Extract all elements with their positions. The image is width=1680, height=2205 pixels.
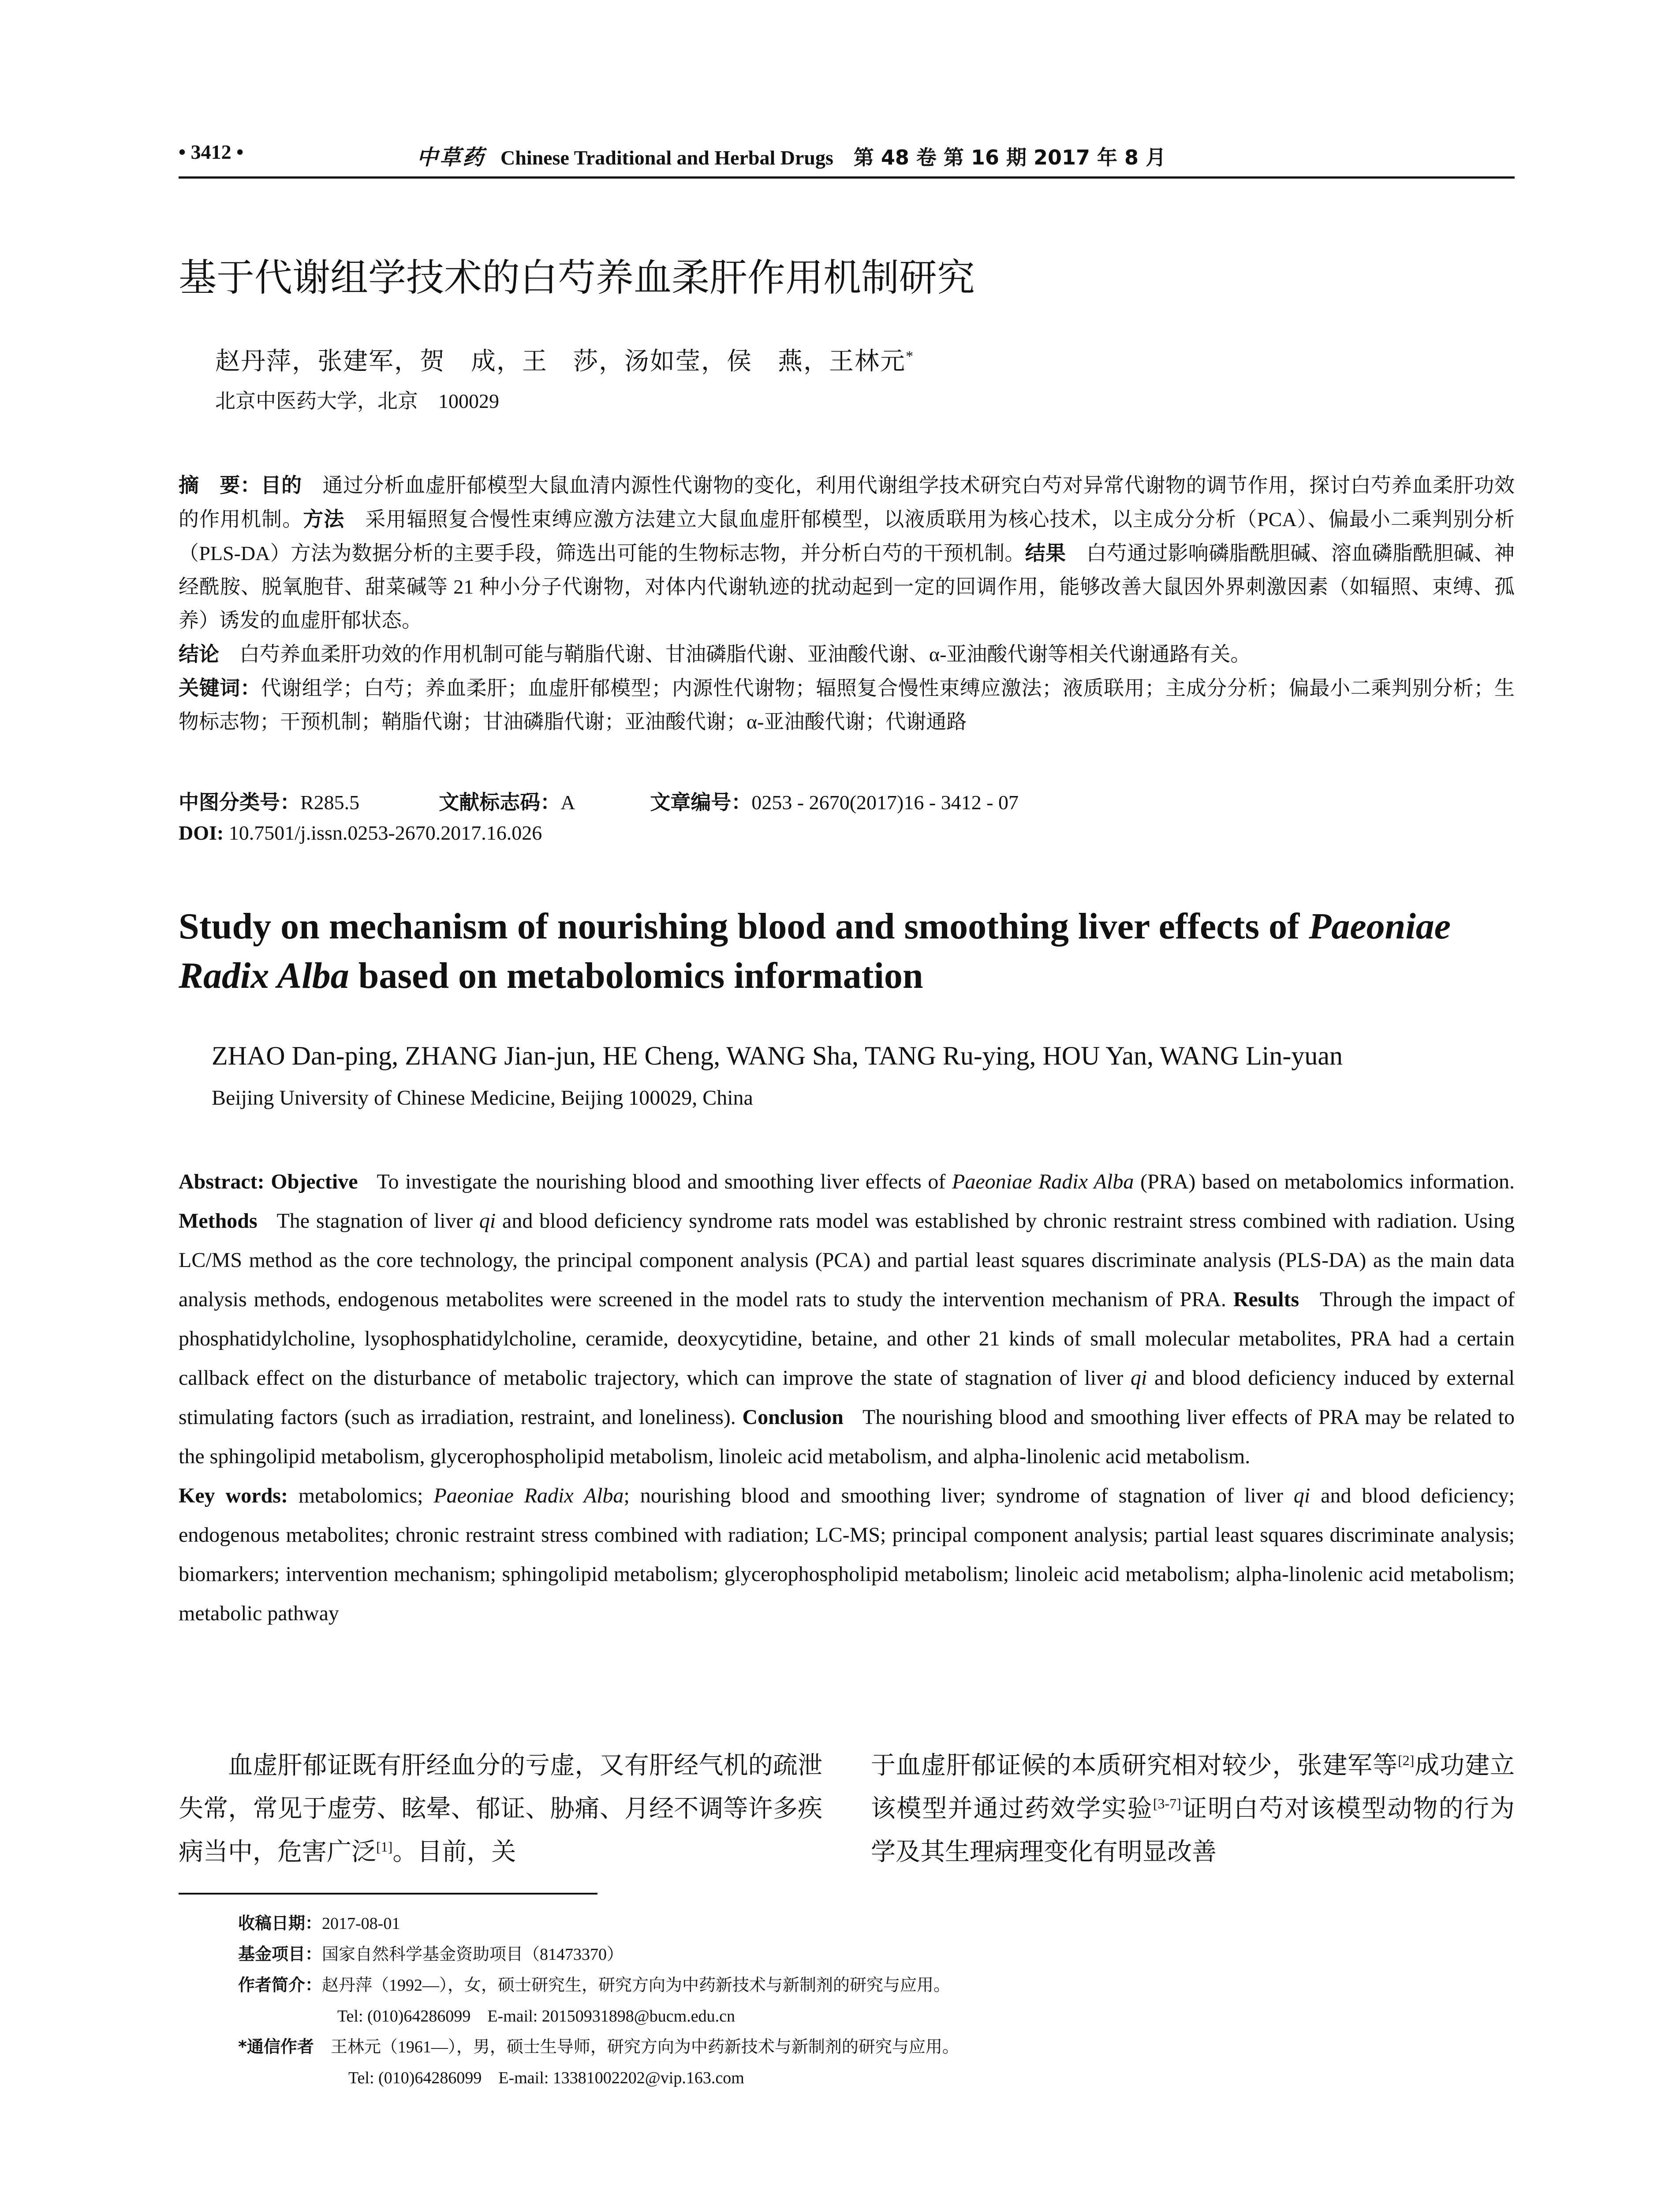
keywords-text-en-2: ; nourishing blood and smoothing liver; syndrome of stagnation of liver <box>623 1484 1294 1507</box>
keywords-label-en: Key words: <box>179 1484 288 1507</box>
journal-issue: 第 48 卷 第 16 期 2017 年 8 月 <box>853 146 1166 169</box>
body-column-left <box>179 1744 822 1874</box>
results-text-en-2: and blood deficiency induced by external stimulating factors (such as irradiation, restraint, and loneliness). <box>179 1366 1515 1429</box>
citation-2: [2] <box>1398 1752 1415 1768</box>
methods-label-cn: 方法 <box>303 507 345 531</box>
article-no-value: 0253 - 2670(2017)16 - 3412 - 07 <box>751 791 1019 814</box>
objective-text-cn: 通过分析血虚肝郁模型大鼠血清内源性代谢物的变化，利用代谢组学技术研究白芍对异常代谢物的调节作用，探讨白芍养血柔肝功效的作用机制。 <box>179 474 1515 531</box>
abstract-label-en: Abstract: <box>179 1170 265 1193</box>
author-text: 赵丹萍（1992—），女，硕士研究生，研究方向为中药新技术与新制剂的研究与应用。 <box>322 1976 951 1995</box>
keywords-text-en-1: metabolomics; <box>298 1484 434 1507</box>
received-label: 收稿日期： <box>238 1913 322 1933</box>
qi-term-3: qi <box>1293 1484 1310 1507</box>
title-en-italic: Paeoniae Radix Alba <box>179 906 1451 996</box>
corresponding-label: *通信作者 <box>238 2037 314 2056</box>
footnote-rule <box>179 1893 597 1895</box>
paper-title-en <box>179 902 1519 1001</box>
footnote-corresponding-contact: Tel: (010)64286099 E-mail: 13381002202@vip.163.com <box>348 2069 744 2087</box>
footnote-author <box>238 1971 950 1996</box>
running-header <box>179 140 1515 171</box>
corresponding-mark: * <box>906 348 914 365</box>
abstract-cn <box>179 468 1515 739</box>
footnote-author-contact: Tel: (010)64286099 E-mail: 20150931898@bucm.edu.cn <box>337 2007 735 2026</box>
page-number: • 3412 • <box>179 141 244 163</box>
objective-label-cn: 目的 <box>261 473 302 497</box>
received-date: 2017-08-01 <box>322 1914 400 1933</box>
results-text-en-1: Through the impact of phosphatidylcholine, lysophosphatidylcholine, ceramide, deoxycytidine, betaine, and other 21 kinds of small molecular metabolites, PRA had a certain callback effect on the disturbance of metabolic trajectory, which can improve the state of stagnation of liver <box>179 1288 1515 1390</box>
doc-code-value: A <box>560 791 575 814</box>
methods-text-en-2: and blood deficiency syndrome rats model was established by chronic restraint stress combined with radiation. Using LC/MS method as the core technology, the principal component analysis (PCA) and partial least squares discriminate analysis (PLS-DA) as the main data analysis methods, endogenous metabolites were screened in the model rats to study the intervention mechanism of PRA. <box>179 1209 1515 1311</box>
doi-label: DOI: <box>179 822 224 844</box>
affiliation-en: Beijing University of Chinese Medicine, Beijing 100029, China <box>212 1086 753 1110</box>
abstract-en <box>179 1162 1515 1633</box>
footnote-received <box>238 1910 400 1934</box>
clc-label: 中图分类号： <box>179 790 300 814</box>
footnote-fund <box>238 1940 623 1965</box>
qi-term-2: qi <box>1130 1366 1147 1390</box>
fund-text: 国家自然科学基金资助项目（81473370） <box>322 1945 624 1964</box>
journal-name <box>417 140 1166 171</box>
fund-label: 基金项目： <box>238 1944 322 1964</box>
abstract-label-cn: 摘 要： <box>179 473 261 497</box>
objective-text-en-2: (PRA) based on metabolomics information. <box>1134 1170 1515 1193</box>
doi-line <box>179 821 542 845</box>
conclusion-label-cn: 结论 <box>179 642 219 666</box>
results-label-cn: 结果 <box>1025 541 1066 565</box>
body-right-text-1: 于血虚肝郁证候的本质研究相对较少，张建军等 <box>871 1752 1398 1779</box>
corresponding-text: 王林元（1961—），男，硕士生导师，研究方向为中药新技术与新制剂的研究与应用。 <box>330 2038 959 2056</box>
paper-title-cn: 基于代谢组学技术的白芍养血柔肝作用机制研究 <box>179 256 975 300</box>
classification-line <box>179 786 1019 815</box>
doc-code-label: 文献标志码： <box>439 790 561 814</box>
methods-text-cn: 采用辐照复合慢性束缚应激方法建立大鼠血虚肝郁模型，以液质联用为核心技术，以主成分分析（PCA）、偏最小二乘判别分析（PLS-DA）方法为数据分析的主要手段，筛选出可能的生物标志物，并分析白芍的干预机制。 <box>179 508 1515 564</box>
affiliation-cn: 北京中医药大学，北京 100029 <box>215 390 499 412</box>
title-en-part1: Study on mechanism of nourishing blood and smoothing liver effects of <box>179 906 1309 947</box>
methods-text-en-1: The stagnation of liver <box>276 1209 479 1233</box>
body-right-text-2: 成功建立该模型并通过药效学实验 <box>871 1752 1515 1823</box>
conclusion-label-en: Conclusion <box>742 1405 844 1429</box>
citation-3-7: [3-7] <box>1153 1795 1181 1812</box>
objective-text-en-italic: Paeoniae Radix Alba <box>952 1170 1134 1193</box>
methods-label-en: Methods <box>179 1209 258 1233</box>
article-no-label: 文章编号： <box>650 790 752 814</box>
clc-value: R285.5 <box>300 791 360 814</box>
doi-value: 10.7501/j.issn.0253-2670.2017.16.026 <box>228 822 542 844</box>
results-text-cn: 白芍通过影响磷脂酰胆碱、溶血磷脂酰胆碱、神经酰胺、脱氧胞苷、甜菜碱等 21 种小分子代谢物，对体内代谢轨迹的扰动起到一定的回调作用，能够改善大鼠因外界刺激因素（如辐照、束缚、孤养）诱发的血虚肝郁状态。 <box>179 542 1515 632</box>
title-en-part2: based on metabolomics information <box>349 955 923 996</box>
body-right-text-3: 证明白芍对该模型动物的行为学及其生理病理变化有明显改善 <box>871 1795 1515 1866</box>
body-left-text-2: 。目前，关 <box>392 1839 516 1866</box>
authors-cn-text: 赵丹萍，张建军，贺 成，王 莎，汤如莹，侯 燕，王林元 <box>215 348 906 375</box>
objective-label-en: Objective <box>271 1170 358 1193</box>
objective-text-en-1: To investigate the nourishing blood and smoothing liver effects of <box>377 1170 952 1193</box>
conclusion-text-cn: 白芍养血柔肝功效的作用机制可能与鞘脂代谢、甘油磷脂代谢、亚油酸代谢、α-亚油酸代谢等相关代谢通路有关。 <box>239 643 1251 665</box>
results-label-en: Results <box>1233 1288 1299 1311</box>
keywords-text-en-3: and blood deficiency; endogenous metabolites; chronic restraint stress combined with radiation; LC-MS; principal component analysis; partial least squares discriminate analysis; biomarkers; intervention mechanism; sphingolipid metabolism; glycerophospholipid metabolism; linoleic acid metabolism; alpha-linolenic acid metabolism; metabolic pathway <box>179 1484 1515 1625</box>
author-label: 作者简介： <box>238 1975 322 1995</box>
body-left-text-1: 血虚肝郁证既有肝经血分的亏虚，又有肝经气机的疏泄失常，常见于虚劳、眩晕、郁证、胁痛、月经不调等许多疾病当中，危害广泛 <box>179 1752 822 1866</box>
keywords-label-cn: 关键词： <box>179 676 261 700</box>
authors-en: ZHAO Dan-ping, ZHANG Jian-jun, HE Cheng, WANG Sha, TANG Ru-ying, HOU Yan, WANG Lin-yuan <box>212 1041 1343 1070</box>
citation-1: [1] <box>376 1839 393 1855</box>
header-rule <box>179 176 1515 179</box>
keywords-text-cn: 代谢组学；白芍；养血柔肝；血虚肝郁模型；内源性代谢物；辐照复合慢性束缚应激法；液质联用；主成分分析；偏最小二乘判别分析；生物标志物；干预机制；鞘脂代谢；甘油磷脂代谢；亚油酸代谢；α-亚油酸代谢；代谢通路 <box>179 677 1515 733</box>
footnote-corresponding <box>238 2033 959 2057</box>
journal-name-en: Chinese Traditional and Herbal Drugs <box>500 146 833 169</box>
authors-cn <box>215 342 914 377</box>
conclusion-text-en: The nourishing blood and smoothing liver effects of PRA may be related to the sphingolipid metabolism, glycerophospholipid metabolism, linoleic acid metabolism, and alpha-linolenic acid metabolism. <box>179 1405 1515 1468</box>
qi-term-1: qi <box>479 1209 496 1233</box>
journal-logo-cn: 中草药 <box>417 145 486 170</box>
keywords-text-en-italic: Paeoniae Radix Alba <box>433 1484 624 1507</box>
body-column-right <box>871 1744 1515 1874</box>
